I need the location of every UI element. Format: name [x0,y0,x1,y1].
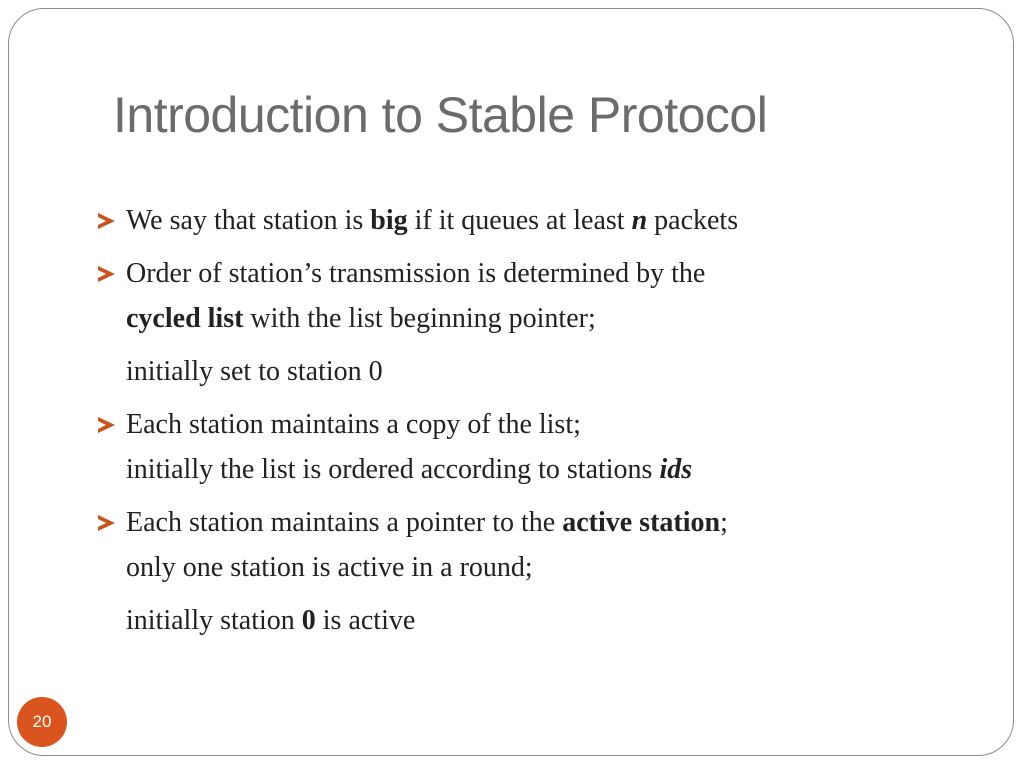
term-cycled-list: cycled list [126,303,244,334]
bullet-line: cycled list with the list beginning pointer; [126,303,596,334]
term-active-station: active station [562,507,721,538]
continuation-initial-station: initially set to station 0 [126,356,383,387]
term-n: n [631,205,648,236]
bullet-line: We say that station is big if it queues at least n packets [126,205,739,236]
bullet-line: Each station maintains a copy of the list; [126,409,581,440]
arrow-bullet-icon [98,515,115,531]
continuation-active-station: initially station 0 is active [126,605,416,636]
bullet-list-copy [98,402,958,492]
bullet-transmission-order [98,251,958,341]
arrow-bullet-icon [98,417,115,433]
bullet-line: Order of station’s transmission is determined by the [126,258,706,289]
term-zero: 0 [301,605,316,636]
arrow-bullet-icon [98,266,115,282]
bullet-line: Each station maintains a pointer to the active station; [126,507,728,538]
page-number-badge: 20 [17,697,67,747]
term-big: big [370,205,408,236]
slide-content [98,198,958,643]
bullet-line: initially the list is ordered according to stations ids [126,454,693,485]
bullet-active-pointer [98,500,958,590]
slide-title: Introduction to Stable Protocol [113,87,768,143]
arrow-bullet-icon [98,213,115,229]
bullet-big-station [98,198,958,243]
bullet-line: only one station is active in a round; [126,552,533,583]
term-ids: ids [659,454,693,485]
